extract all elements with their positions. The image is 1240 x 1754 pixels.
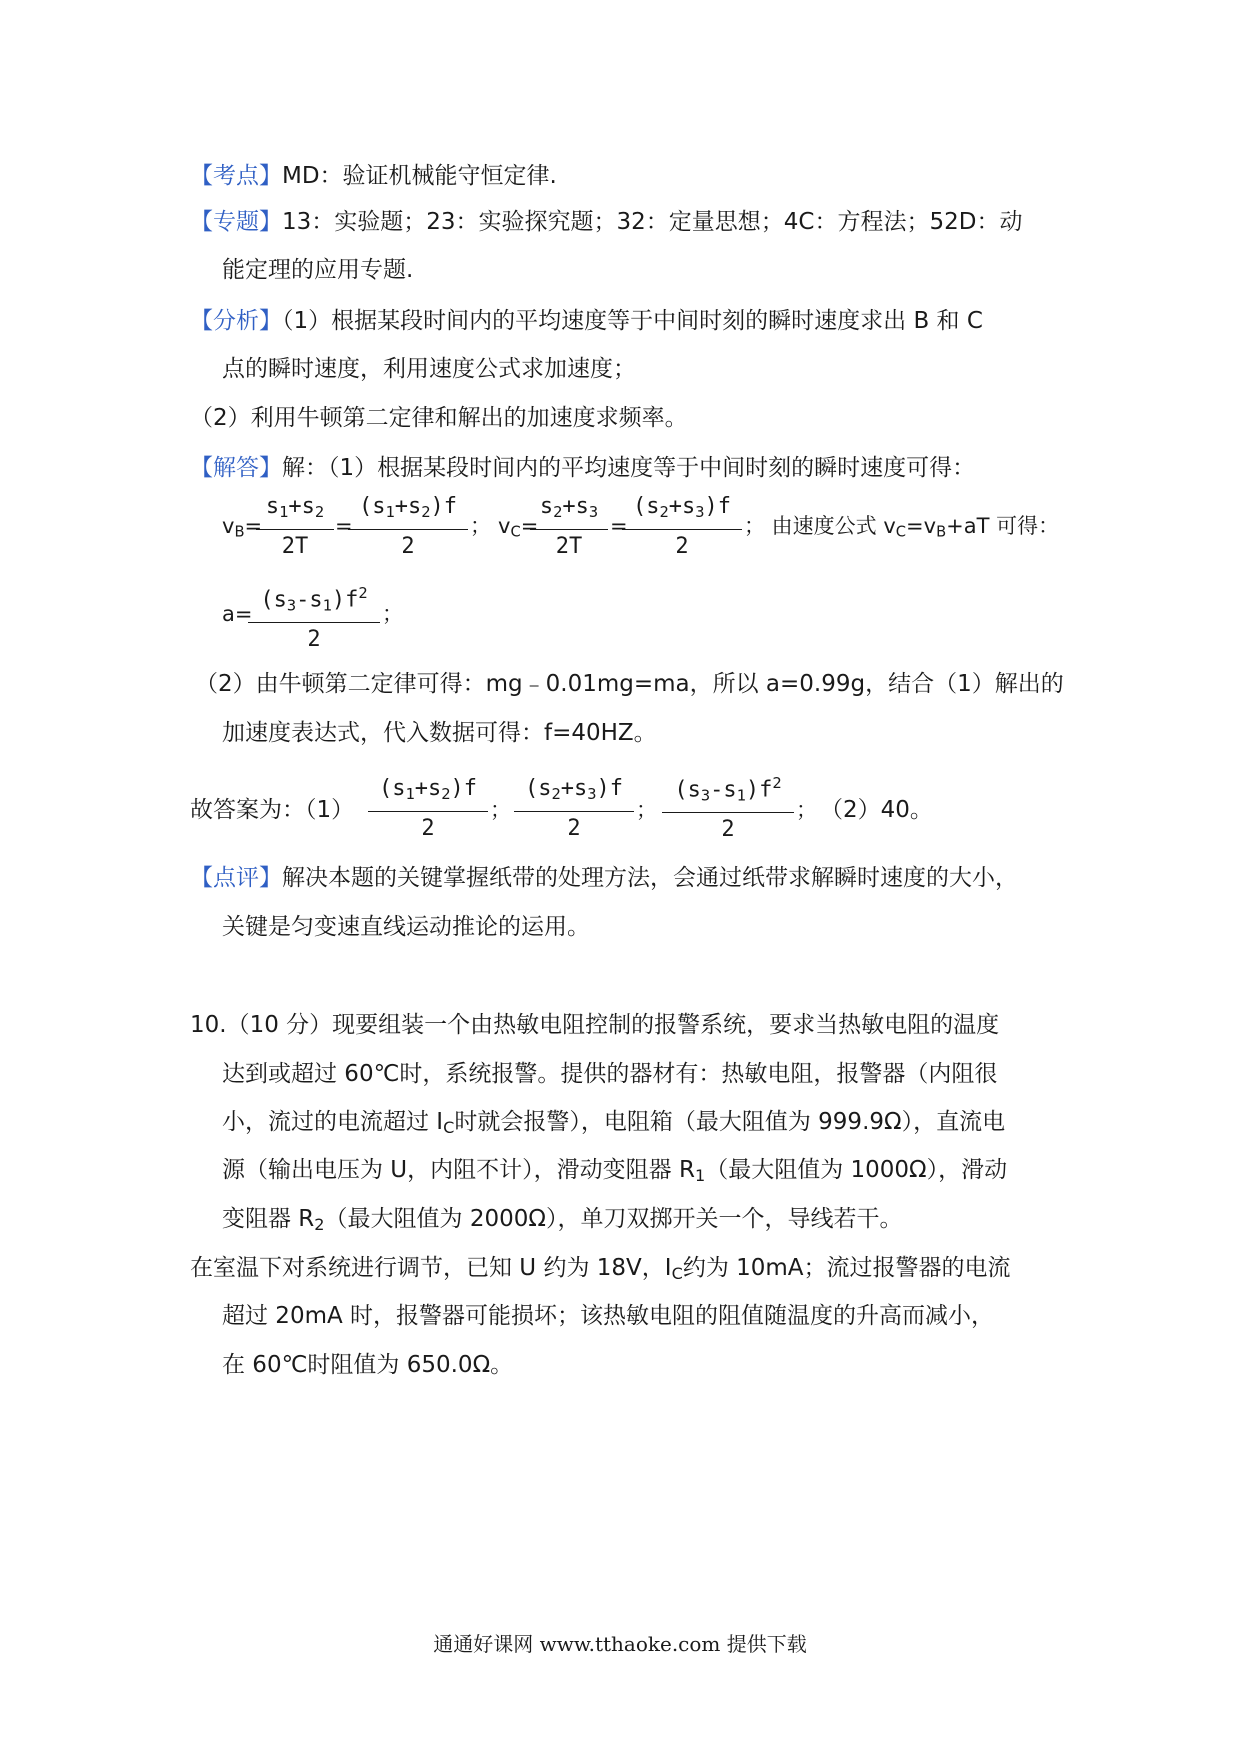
q10-line-2: 达到或超过 60℃时，系统报警。提供的器材有：热敏电阻，报警器（内阻很 bbox=[222, 1061, 998, 1087]
zhuanti-line-1 bbox=[190, 206, 1022, 238]
final-answer-prefix: 故答案为：（1） bbox=[190, 797, 355, 823]
vc-label: $v_C=$ bbox=[498, 514, 539, 541]
jieda-part2-line-2: 加速度表达式，代入数据可得：f=40HZ。 bbox=[222, 720, 657, 746]
fenxi-text-1: （1）根据某段时间内的平均速度等于中间时刻的瞬时速度求出 B 和 C bbox=[282, 308, 983, 334]
dianping-line-1 bbox=[190, 862, 1018, 894]
jieda-part2-line-1: （2）由牛顿第二定律可得：mg﹣0.01mg=ma，所以 a=0.99g，结合（1）解出的 bbox=[195, 671, 1064, 697]
dianping-line-2: 关键是匀变速直线运动推论的运用。 bbox=[222, 914, 590, 940]
q10-line-8: 在 60℃时阻值为 650.0Ω。 bbox=[222, 1352, 514, 1378]
jieda-text-1: 解：（1）根据某段时间内的平均速度等于中间时刻的瞬时速度可得： bbox=[282, 455, 976, 481]
dianping-text-1: 解决本题的关键掌握纸带的处理方法，会通过纸带求解瞬时速度的大小， bbox=[282, 865, 1018, 891]
q10-line-5: 变阻器 $R_2$（最大阻值为 2000Ω），单刀双掷开关一个，导线若干。 bbox=[222, 1206, 903, 1235]
q10-line-7: 超过 20mA 时，报警器可能损坏；该热敏电阻的阻值随温度的升高而减小， bbox=[222, 1303, 995, 1329]
q10-line-4: 源（输出电压为 U，内阻不计），滑动变阻器 $R_1$（最大阻值为 1000Ω），滑动 bbox=[222, 1157, 1008, 1186]
zhuanti-line-2 bbox=[222, 254, 413, 286]
q10-line-6: 在室温下对系统进行调节，已知 U 约为 18V，$I_C$约为 10mA；流过报警器的电流 bbox=[190, 1255, 1011, 1284]
kaodian-line bbox=[190, 160, 557, 192]
fraction-a: $(s_3-s_1)f^2$ 2 bbox=[248, 578, 380, 655]
final-answer-suffix: （2）40。 bbox=[820, 797, 933, 823]
fenxi-line-3 bbox=[190, 402, 688, 434]
eq-sign-2: = bbox=[610, 514, 628, 538]
semicolon-1: ； bbox=[470, 514, 491, 538]
kaodian-tag: 【考点】 bbox=[190, 163, 282, 189]
answer-fraction-3: $(s_3-s_1)f^2$ 2 bbox=[662, 768, 794, 845]
semicolon-a: ； bbox=[382, 602, 403, 626]
zhuanti-text-1: 13：实验题；23：实验探究题；32：定量思想；4C：方程法；52D：动 bbox=[282, 209, 1023, 235]
dianping-tag: 【点评】 bbox=[190, 865, 282, 891]
page-footer: 通通好课网 www.tthaoke.com 提供下载 bbox=[433, 1632, 807, 1656]
answer-semicolon-1: ； bbox=[490, 798, 511, 822]
vb-label: $v_B=$ bbox=[222, 514, 263, 541]
a-label: a= bbox=[222, 602, 253, 626]
q10-line-1: 10.（10 分）现要组装一个由热敏电阻控制的报警系统，要求当热敏电阻的温度 bbox=[190, 1012, 1000, 1038]
fenxi-line-2 bbox=[222, 353, 636, 385]
fenxi-text-3: （2）利用牛顿第二定律和解出的加速度求频率。 bbox=[190, 405, 688, 431]
jieda-line-1 bbox=[190, 452, 975, 484]
kaodian-text: MD：验证机械能守恒定律. bbox=[282, 163, 557, 189]
jieda-tag: 【解答】 bbox=[190, 455, 282, 481]
q10-line-3: 小，流过的电流超过 $I_C$时就会报警），电阻箱（最大阻值为 999.9Ω），直流电 bbox=[222, 1109, 1006, 1138]
answer-semicolon-2: ； bbox=[636, 798, 657, 822]
fraction-vc-1: $s_2+s_3$ 2T bbox=[530, 492, 608, 562]
fenxi-text-2: 点的瞬时速度，利用速度公式求加速度； bbox=[222, 356, 636, 382]
fenxi-line-1 bbox=[190, 305, 983, 337]
eq-sign-1: = bbox=[335, 514, 353, 538]
answer-fraction-1: $(s_1+s_2)f$ 2 bbox=[368, 774, 488, 844]
zhuanti-tag: 【专题】 bbox=[190, 209, 282, 235]
fraction-vb-2: $(s_1+s_2)f$ 2 bbox=[348, 492, 468, 562]
fraction-vb-1: $s_1+s_2$ 2T bbox=[256, 492, 334, 562]
fraction-vc-2: $(s_2+s_3)f$ 2 bbox=[622, 492, 742, 562]
velocity-formula-text: ； 由速度公式 $v_C=v_B+aT$ 可得： bbox=[744, 514, 1060, 541]
answer-semicolon-3: ； bbox=[796, 798, 817, 822]
answer-fraction-2: $(s_2+s_3)f$ 2 bbox=[514, 774, 634, 844]
zhuanti-text-2: 能定理的应用专题. bbox=[222, 257, 414, 283]
fenxi-tag: 【分析】 bbox=[190, 308, 282, 334]
